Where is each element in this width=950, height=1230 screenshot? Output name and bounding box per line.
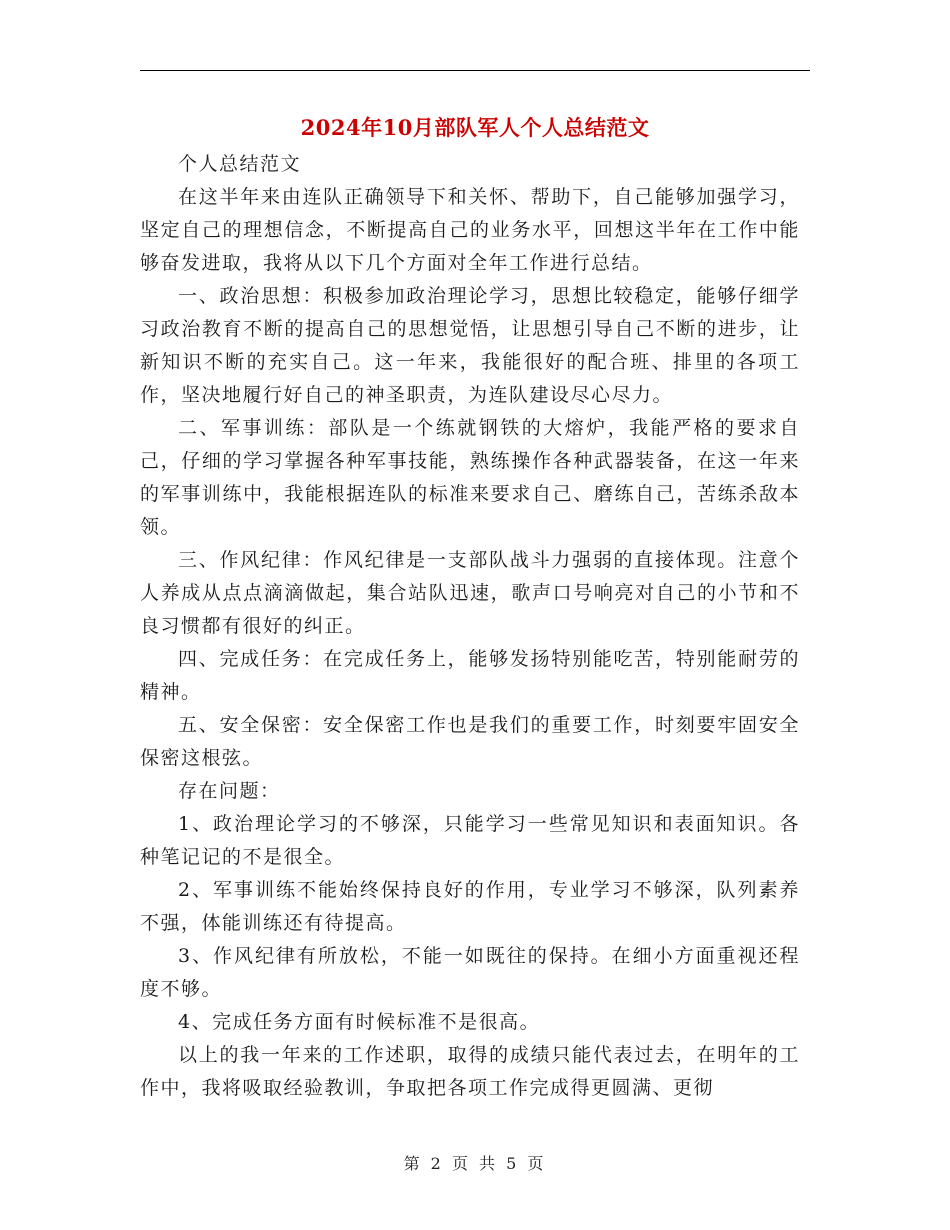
document-title: 2024年10月部队军人个人总结范文 <box>300 115 650 140</box>
paragraph: 在这半年来由连队正确领导下和关怀、帮助下，自己能够加强学习，坚定自己的理想信念，不断提高自己的业务水平，回想这半年在工作中能够奋发进取，我将从以下几个方面对全年工作进行总结。 <box>140 186 800 274</box>
paragraph: 1、政治理论学习的不够深，只能学习一些常见知识和表面知识。各种笔记记的不是很全。 <box>140 813 800 868</box>
page-number: 第 2 页 共 5 页 <box>403 1154 547 1173</box>
paragraph: 二、军事训练：部队是一个练就钢铁的大熔炉，我能严格的要求自己，仔细的学习掌握各种军事技能，熟练操作各种武器装备，在这一年来的军事训练中，我能根据连队的标准来要求自己、磨练自己，苦练杀敌本领。 <box>140 417 800 538</box>
paragraph: 以上的我一年来的工作述职，取得的成绩只能代表过去，在明年的工作中，我将吸取经验教训，争取把各项工作完成得更圆满、更彻 <box>140 1044 800 1099</box>
document-body <box>140 148 800 1105</box>
paragraph: 4、完成任务方面有时候标准不是很高。 <box>178 1011 541 1033</box>
paragraph: 个人总结范文 <box>178 153 302 175</box>
paragraph: 四、完成任务：在完成任务上，能够发扬特别能吃苦，特别能耐劳的精神。 <box>140 648 800 703</box>
header-rule <box>140 70 810 71</box>
paragraph: 存在问题： <box>178 780 281 802</box>
paragraph: 2、军事训练不能始终保持良好的作用，专业学习不够深，队列素养不强，体能训练还有待提高。 <box>140 879 800 934</box>
paragraph: 三、作风纪律：作风纪律是一支部队战斗力强弱的直接体现。注意个人养成从点点滴滴做起，集合站队迅速，歌声口号响亮对自己的小节和不良习惯都有很好的纠正。 <box>140 549 800 637</box>
paragraph: 一、政治思想：积极参加政治理论学习，思想比较稳定，能够仔细学习政治教育不断的提高自己的思想觉悟，让思想引导自己不断的进步，让新知识不断的充实自己。这一年来，我能很好的配合班、排里的各项工作，坚决地履行好自己的神圣职责，为连队建设尽心尽力。 <box>140 285 800 406</box>
paragraph: 3、作风纪律有所放松，不能一如既往的保持。在细小方面重视还程度不够。 <box>140 945 800 1000</box>
paragraph: 五、安全保密：安全保密工作也是我们的重要工作，时刻要牢固安全保密这根弦。 <box>140 714 800 769</box>
